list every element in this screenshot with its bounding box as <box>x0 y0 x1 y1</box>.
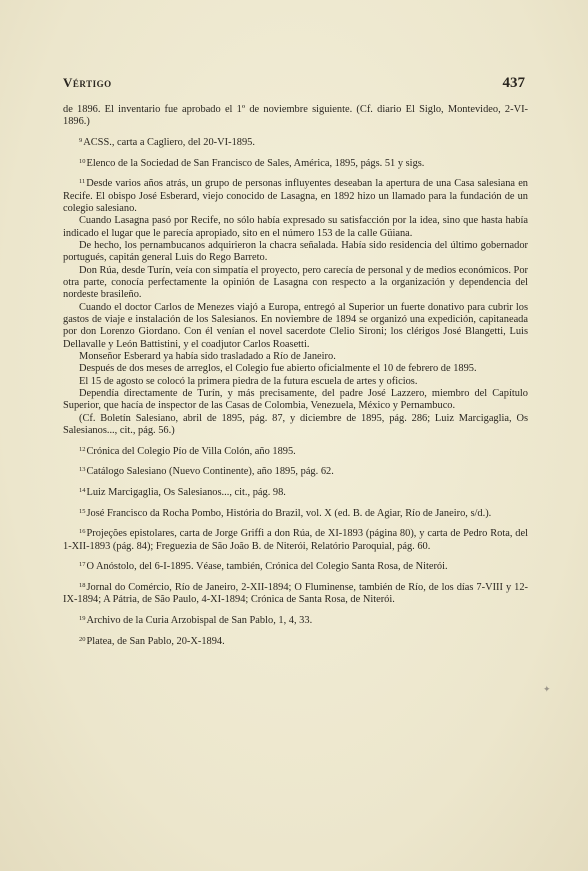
note-paragraph <box>63 559 528 573</box>
note-text: Elenco de la Sociedad de San Francisco de Sales, América, 1895, págs. 51 y sigs. <box>86 157 425 169</box>
note-paragraph <box>63 613 528 627</box>
endnote-19 <box>63 613 528 627</box>
note-text: Monseñor Esberard ya había sido trasladado a Río de Janeiro. <box>79 351 336 363</box>
note-paragraph <box>63 526 528 553</box>
note-text: Projeções epistolares, carta de Jorge Griffi a don Rúa, de XI-1893 (página 80), y carta de Pedro Rota, del 1-XII-1893 (pág. 84); Freguezia de São João B. de Niterói, Relatório Paroquial, pág. 60. <box>63 528 528 552</box>
note-number: 17 <box>79 561 86 569</box>
note-number: 18 <box>79 581 86 589</box>
endnote-16 <box>63 526 528 553</box>
note-number: 15 <box>79 507 86 515</box>
note-text: ACSS., carta a Cagliero, del 20-VI-1895. <box>83 136 255 148</box>
note-text: Desde varios años atrás, un grupo de personas influyentes deseaban la apertura de una Casa salesiana en Recife. El obispo José Esberard, viejo conocido de Lasagna, en 1892 hizo un llamado para la fundación de un colegio salesiano. <box>63 178 528 214</box>
note-paragraph <box>63 464 528 478</box>
note-number: 19 <box>79 614 86 622</box>
note-paragraph <box>63 376 528 388</box>
note-paragraph <box>63 388 528 413</box>
endnote-10 <box>63 156 528 170</box>
endnote-continuation <box>63 104 528 129</box>
note-text: de 1896. El inventario fue aprobado el 1º de noviembre siguiente. (Cf. diario El Siglo, Montevideo, 2-VI-1896.) <box>63 104 528 128</box>
note-number: 14 <box>79 487 86 495</box>
note-paragraph <box>63 302 528 351</box>
running-head: Vértigo <box>63 75 112 90</box>
note-text: Archivo de la Curia Arzobispal de San Pablo, 1, 4, 33. <box>86 614 313 626</box>
endnote-18 <box>63 580 528 607</box>
note-paragraph <box>63 156 528 170</box>
note-text: Jornal do Comércio, Río de Janeiro, 2-XII-1894; O Fluminense, también de Río, de los días 7-VIII y 12-IX-1894; A Pátria, de São Paulo, 4-XI-1894; Crónica de Santa Rosa, de Niterói. <box>63 581 528 606</box>
note-number: 9 <box>79 136 83 144</box>
note-text: Dependía directamente de Turín, y más precisamente, del padre José Lazzero, miembro del Capítulo Superior, que hacía de inspector de las Casas de Colombia, Venezuela, México y Pernambuco. <box>63 388 528 412</box>
note-paragraph <box>63 634 528 648</box>
note-paragraph <box>63 413 528 438</box>
endnote-12 <box>63 444 528 458</box>
endnote-11 <box>63 176 528 437</box>
note-paragraph <box>63 265 528 302</box>
page-header <box>63 75 525 92</box>
note-number: 13 <box>79 466 86 474</box>
endnote-13 <box>63 464 528 478</box>
note-paragraph <box>63 485 528 499</box>
scan-speck-icon: ✦ <box>543 684 551 694</box>
note-number: 11 <box>79 178 86 186</box>
note-text: Después de dos meses de arreglos, el Colegio fue abierto oficialmente el 10 de febrero de 1895. <box>79 363 477 375</box>
note-text: Luiz Marcigaglia, Os Salesianos..., cit., pág. 98. <box>86 487 286 499</box>
endnote-17 <box>63 559 528 573</box>
note-paragraph <box>63 363 528 375</box>
note-number: 16 <box>79 528 86 536</box>
page-number: 437 <box>502 75 525 91</box>
note-paragraph <box>63 135 528 149</box>
note-number: 20 <box>79 635 86 643</box>
note-paragraph <box>63 580 528 607</box>
endnote-15 <box>63 506 528 520</box>
note-text: Crónica del Colegio Pío de Villa Colón, año 1895. <box>86 445 296 457</box>
endnote-14 <box>63 485 528 499</box>
note-text: Catálogo Salesiano (Nuevo Continente), año 1895, pág. 62. <box>86 466 334 478</box>
note-text: De hecho, los pernambucanos adquirieron la chacra señalada. Había sido residencia del último gobernador portugués, capitán general Luis do Rego Barreto. <box>63 239 528 264</box>
note-paragraph <box>63 176 528 215</box>
note-text: Cuando Lasagna pasó por Recife, no sólo había expresado su satisfacción por la idea, sino que hasta había indicado el lugar que le parecía apropiado, sito en el número 153 de la calle Güiana. <box>63 215 528 239</box>
note-number: 12 <box>79 445 86 453</box>
note-paragraph <box>63 506 528 520</box>
note-paragraph <box>63 215 528 240</box>
note-text: (Cf. Boletín Salesiano, abril de 1895, pág. 87, y diciembre de 1895, pág. 286; Luiz Marcigaglia, Os Salesianos..., cit., pág. 56.) <box>63 412 528 437</box>
note-text: Platea, de San Pablo, 20-X-1894. <box>86 635 225 647</box>
note-text: O Anóstolo, del 6-I-1895. Véase, también, Crónica del Colegio Santa Rosa, de Niterói. <box>86 561 448 573</box>
endnotes <box>63 104 528 654</box>
note-paragraph <box>63 240 528 265</box>
note-paragraph <box>63 444 528 458</box>
note-text: El 15 de agosto se colocó la primera piedra de la futura escuela de artes y oficios. <box>79 375 418 387</box>
endnote-20 <box>63 634 528 648</box>
note-paragraph <box>63 351 528 363</box>
note-text: Cuando el doctor Carlos de Menezes viajó a Europa, entregó al Superior un fuerte donativo para cubrir los gastos de viaje e instalación de los Salesianos. En noviembre de 1894 se organizó una expedición, capitaneada por don Lorenzo Giordano. Con él venían el novel sacerdote Clelio Sironi; los clérigos José Blangetti, Luis Dellavalle y León Battistini, y el coadjutor Carlos Roasetti. <box>63 301 528 350</box>
note-text: Don Rúa, desde Turín, veía con simpatía el proyecto, pero carecía de personal y de medios económicos. Por otra parte, conocía perfectamente la opinión de Lasagna con respecto a la organización y dependencia del nordeste brasileño. <box>63 264 528 301</box>
note-number: 10 <box>79 157 86 165</box>
note-text: José Francisco da Rocha Pombo, História do Brazil, vol. X (ed. B. de Agiar, Río de Janeiro, s/d.). <box>86 507 492 519</box>
endnote-9 <box>63 135 528 149</box>
note-paragraph <box>63 104 528 129</box>
